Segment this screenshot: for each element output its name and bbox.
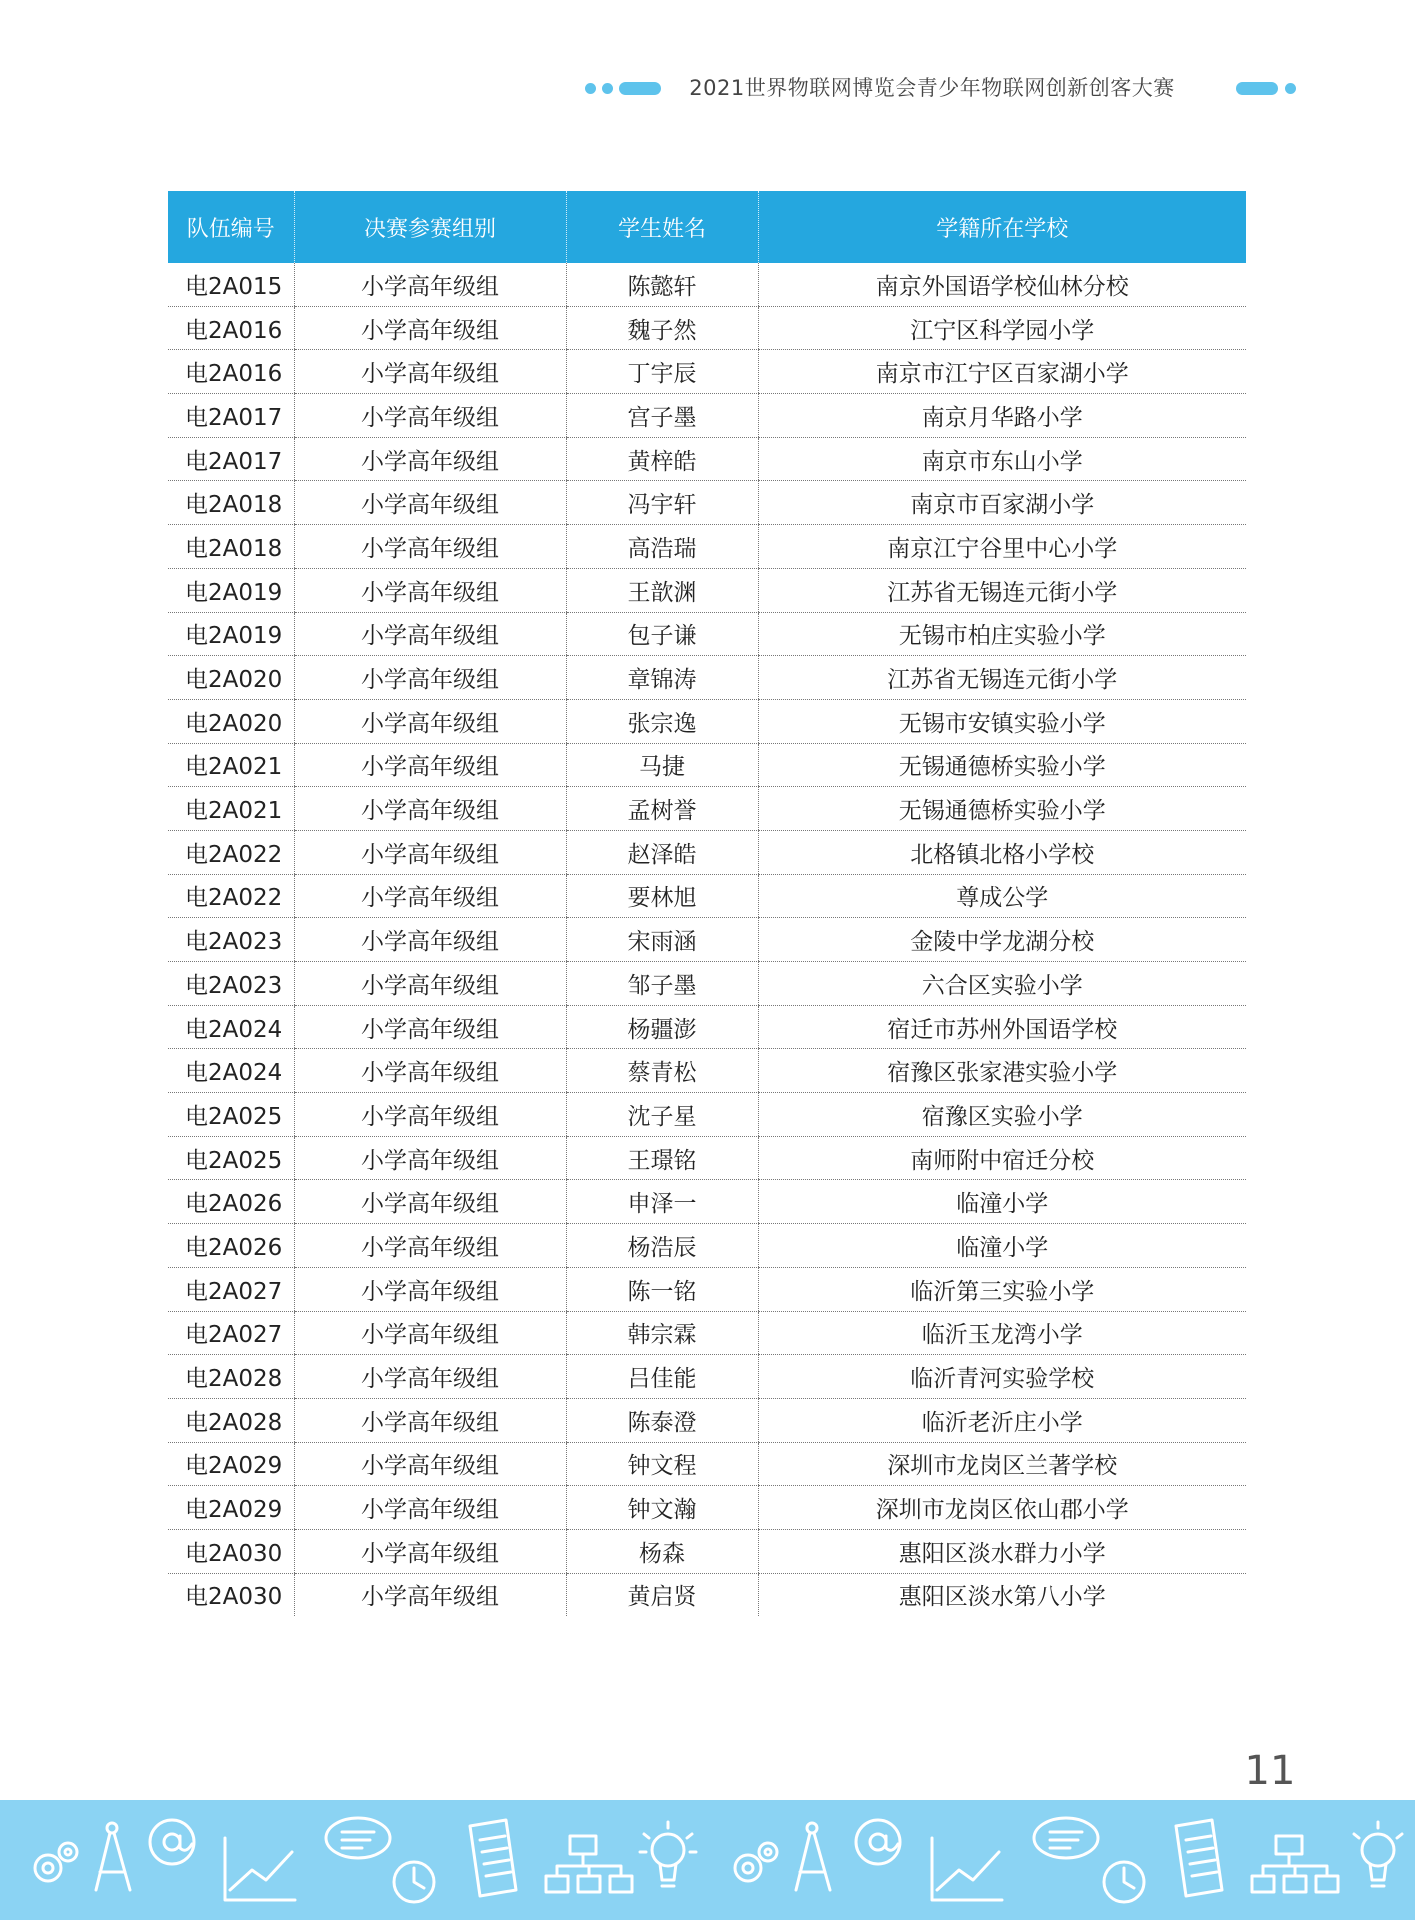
student-name-cell: 黄梓皓: [566, 437, 758, 481]
team-id-cell: 电2A025: [168, 1136, 294, 1180]
group-cell: 小学高年级组: [294, 437, 566, 481]
at-sign-icon: [150, 1820, 194, 1864]
school-cell: 宿迁市苏州外国语学校: [758, 1005, 1246, 1049]
group-cell: 小学高年级组: [294, 1398, 566, 1442]
speech-bubble-icon-2: [1034, 1818, 1098, 1858]
group-cell: 小学高年级组: [294, 1486, 566, 1530]
table-row: [168, 263, 1246, 306]
column-header-group: 决赛参赛组别: [294, 191, 566, 263]
student-name-cell: 包子谦: [566, 612, 758, 656]
school-cell: 南京外国语学校仙林分校: [758, 263, 1246, 306]
team-id-cell: 电2A020: [168, 699, 294, 743]
school-cell: 金陵中学龙湖分校: [758, 918, 1246, 962]
header-left-dot-2: [602, 83, 613, 94]
lightbulb-icon: [640, 1822, 696, 1886]
group-cell: 小学高年级组: [294, 1180, 566, 1224]
table-row: [168, 830, 1246, 874]
school-cell: 北格镇北格小学校: [758, 830, 1246, 874]
school-cell: 临潼小学: [758, 1224, 1246, 1268]
school-cell: 临沂老沂庄小学: [758, 1398, 1246, 1442]
team-id-cell: 电2A022: [168, 830, 294, 874]
table-row: [168, 1398, 1246, 1442]
line-chart-icon-2: [932, 1838, 1002, 1900]
group-cell: 小学高年级组: [294, 481, 566, 525]
group-cell: 小学高年级组: [294, 1136, 566, 1180]
page-number: 11: [1244, 1748, 1296, 1794]
group-cell: 小学高年级组: [294, 1355, 566, 1399]
team-id-cell: 电2A026: [168, 1180, 294, 1224]
school-cell: 江宁区科学园小学: [758, 306, 1246, 350]
flowchart-icon-2: [1252, 1836, 1338, 1892]
student-name-cell: 杨森: [566, 1529, 758, 1573]
student-name-cell: 钟文程: [566, 1442, 758, 1486]
team-id-cell: 电2A023: [168, 918, 294, 962]
school-cell: 南京市百家湖小学: [758, 481, 1246, 525]
school-cell: 宿豫区实验小学: [758, 1093, 1246, 1137]
group-cell: 小学高年级组: [294, 1573, 566, 1616]
student-name-cell: 沈子星: [566, 1093, 758, 1137]
school-cell: 六合区实验小学: [758, 962, 1246, 1006]
table-row: [168, 1093, 1246, 1137]
student-name-cell: 宫子墨: [566, 394, 758, 438]
team-id-cell: 电2A018: [168, 481, 294, 525]
school-cell: 深圳市龙岗区依山郡小学: [758, 1486, 1246, 1530]
column-header-school: 学籍所在学校: [758, 191, 1246, 263]
team-id-cell: 电2A019: [168, 612, 294, 656]
table-row: [168, 350, 1246, 394]
team-id-cell: 电2A021: [168, 743, 294, 787]
student-name-cell: 陈泰澄: [566, 1398, 758, 1442]
team-id-cell: 电2A017: [168, 394, 294, 438]
clock-icon: [394, 1862, 434, 1902]
table-row: [168, 1267, 1246, 1311]
student-name-cell: 韩宗霖: [566, 1311, 758, 1355]
student-name-cell: 吕佳能: [566, 1355, 758, 1399]
compass-icon: [96, 1823, 130, 1890]
header-right-dot: [1285, 83, 1296, 94]
student-name-cell: 要林旭: [566, 874, 758, 918]
table-row: [168, 394, 1246, 438]
school-cell: 无锡市安镇实验小学: [758, 699, 1246, 743]
group-cell: 小学高年级组: [294, 1442, 566, 1486]
school-cell: 江苏省无锡连元街小学: [758, 568, 1246, 612]
team-id-cell: 电2A029: [168, 1486, 294, 1530]
group-cell: 小学高年级组: [294, 918, 566, 962]
table-row: [168, 1180, 1246, 1224]
team-id-cell: 电2A027: [168, 1267, 294, 1311]
table-row: [168, 1486, 1246, 1530]
student-name-cell: 王璟铭: [566, 1136, 758, 1180]
table-row: [168, 962, 1246, 1006]
clock-icon-2: [1104, 1862, 1144, 1902]
school-cell: 尊成公学: [758, 874, 1246, 918]
student-name-cell: 陈懿轩: [566, 263, 758, 306]
group-cell: 小学高年级组: [294, 394, 566, 438]
school-cell: 南京月华路小学: [758, 394, 1246, 438]
team-id-cell: 电2A021: [168, 787, 294, 831]
table-body: [168, 263, 1246, 1616]
team-id-cell: 电2A018: [168, 525, 294, 569]
team-id-cell: 电2A024: [168, 1005, 294, 1049]
table-row: [168, 1311, 1246, 1355]
student-name-cell: 马捷: [566, 743, 758, 787]
header-right-pill: [1236, 82, 1278, 95]
student-name-cell: 高浩瑞: [566, 525, 758, 569]
table-row: [168, 525, 1246, 569]
team-id-cell: 电2A024: [168, 1049, 294, 1093]
table-row: [168, 481, 1246, 525]
school-cell: 惠阳区淡水第八小学: [758, 1573, 1246, 1616]
student-name-cell: 章锦涛: [566, 656, 758, 700]
group-cell: 小学高年级组: [294, 568, 566, 612]
team-id-cell: 电2A022: [168, 874, 294, 918]
team-id-cell: 电2A028: [168, 1355, 294, 1399]
table-row: [168, 1529, 1246, 1573]
group-cell: 小学高年级组: [294, 962, 566, 1006]
group-cell: 小学高年级组: [294, 525, 566, 569]
gears-icon-2: [735, 1843, 777, 1881]
table-row: [168, 699, 1246, 743]
team-id-cell: 电2A030: [168, 1529, 294, 1573]
page-header: [0, 70, 1415, 106]
school-cell: 南师附中宿迁分校: [758, 1136, 1246, 1180]
header-left-dot-1: [585, 83, 596, 94]
team-id-cell: 电2A026: [168, 1224, 294, 1268]
student-name-cell: 钟文瀚: [566, 1486, 758, 1530]
student-name-cell: 冯宇轩: [566, 481, 758, 525]
table-row: [168, 1136, 1246, 1180]
school-cell: 宿豫区张家港实验小学: [758, 1049, 1246, 1093]
school-cell: 江苏省无锡连元街小学: [758, 656, 1246, 700]
table-row: [168, 1573, 1246, 1616]
school-cell: 无锡通德桥实验小学: [758, 787, 1246, 831]
column-header-student-name: 学生姓名: [566, 191, 758, 263]
table-row: [168, 1355, 1246, 1399]
group-cell: 小学高年级组: [294, 1311, 566, 1355]
table-row: [168, 437, 1246, 481]
group-cell: 小学高年级组: [294, 1529, 566, 1573]
table-row: [168, 1442, 1246, 1486]
student-name-cell: 孟树誉: [566, 787, 758, 831]
group-cell: 小学高年级组: [294, 743, 566, 787]
team-id-cell: 电2A020: [168, 656, 294, 700]
school-cell: 深圳市龙岗区兰著学校: [758, 1442, 1246, 1486]
table-row: [168, 656, 1246, 700]
group-cell: 小学高年级组: [294, 787, 566, 831]
group-cell: 小学高年级组: [294, 350, 566, 394]
participants-table: [168, 191, 1246, 1616]
at-sign-icon-2: [856, 1820, 900, 1864]
student-name-cell: 杨浩辰: [566, 1224, 758, 1268]
column-header-team-id: 队伍编号: [168, 191, 294, 263]
school-cell: 无锡通德桥实验小学: [758, 743, 1246, 787]
line-chart-icon: [225, 1838, 295, 1900]
group-cell: 小学高年级组: [294, 830, 566, 874]
group-cell: 小学高年级组: [294, 1049, 566, 1093]
compass-icon-2: [796, 1823, 830, 1890]
team-id-cell: 电2A027: [168, 1311, 294, 1355]
group-cell: 小学高年级组: [294, 306, 566, 350]
group-cell: 小学高年级组: [294, 699, 566, 743]
school-cell: 临沂玉龙湾小学: [758, 1311, 1246, 1355]
team-id-cell: 电2A016: [168, 306, 294, 350]
team-id-cell: 电2A015: [168, 263, 294, 306]
table-row: [168, 1049, 1246, 1093]
table-row: [168, 918, 1246, 962]
table-row: [168, 568, 1246, 612]
student-name-cell: 陈一铭: [566, 1267, 758, 1311]
table-row: [168, 743, 1246, 787]
document-icon: [470, 1820, 516, 1896]
gears-icon: [35, 1843, 77, 1881]
header-left-pill: [619, 82, 661, 95]
group-cell: 小学高年级组: [294, 656, 566, 700]
student-name-cell: 宋雨涵: [566, 918, 758, 962]
team-id-cell: 电2A019: [168, 568, 294, 612]
student-name-cell: 申泽一: [566, 1180, 758, 1224]
student-name-cell: 黄启贤: [566, 1573, 758, 1616]
school-cell: 南京市江宁区百家湖小学: [758, 350, 1246, 394]
team-id-cell: 电2A025: [168, 1093, 294, 1137]
team-id-cell: 电2A023: [168, 962, 294, 1006]
footer-banner: [0, 1800, 1415, 1920]
group-cell: 小学高年级组: [294, 874, 566, 918]
school-cell: 临沂第三实验小学: [758, 1267, 1246, 1311]
table-row: [168, 787, 1246, 831]
school-cell: 南京市东山小学: [758, 437, 1246, 481]
flowchart-icon: [546, 1836, 632, 1892]
group-cell: 小学高年级组: [294, 263, 566, 306]
student-name-cell: 王歆渊: [566, 568, 758, 612]
group-cell: 小学高年级组: [294, 612, 566, 656]
table-row: [168, 1005, 1246, 1049]
school-cell: 无锡市柏庄实验小学: [758, 612, 1246, 656]
team-id-cell: 电2A030: [185, 1584, 283, 1611]
school-cell: 临沂青河实验学校: [758, 1355, 1246, 1399]
table-row: [168, 1224, 1246, 1268]
student-name-cell: 丁宇辰: [566, 350, 758, 394]
group-cell: 小学高年级组: [294, 1005, 566, 1049]
student-name-cell: 邹子墨: [566, 962, 758, 1006]
student-name-cell: 魏子然: [566, 306, 758, 350]
team-id-cell: 电2A028: [168, 1398, 294, 1442]
header-title: 2021世界物联网博览会青少年物联网创新创客大赛: [689, 76, 1175, 100]
table-row: [168, 306, 1246, 350]
team-id-cell: 电2A017: [168, 437, 294, 481]
group-cell: 小学高年级组: [294, 1224, 566, 1268]
table-row: [168, 612, 1246, 656]
student-name-cell: 蔡青松: [566, 1049, 758, 1093]
table-header-row: [168, 191, 1246, 263]
document-icon-2: [1176, 1820, 1222, 1896]
group-cell: 小学高年级组: [294, 1267, 566, 1311]
lightbulb-icon-2: [1354, 1822, 1402, 1886]
speech-bubble-icon: [326, 1818, 390, 1858]
student-name-cell: 杨疆澎: [566, 1005, 758, 1049]
team-id-cell: 电2A029: [168, 1442, 294, 1486]
school-cell: 南京江宁谷里中心小学: [758, 525, 1246, 569]
team-id-cell: 电2A016: [168, 350, 294, 394]
table-row: [168, 874, 1246, 918]
student-name-cell: 赵泽皓: [566, 830, 758, 874]
footer-icons: [0, 1800, 1415, 1920]
student-name-cell: 张宗逸: [566, 699, 758, 743]
school-cell: 惠阳区淡水群力小学: [758, 1529, 1246, 1573]
school-cell: 临潼小学: [758, 1180, 1246, 1224]
group-cell: 小学高年级组: [294, 1093, 566, 1137]
